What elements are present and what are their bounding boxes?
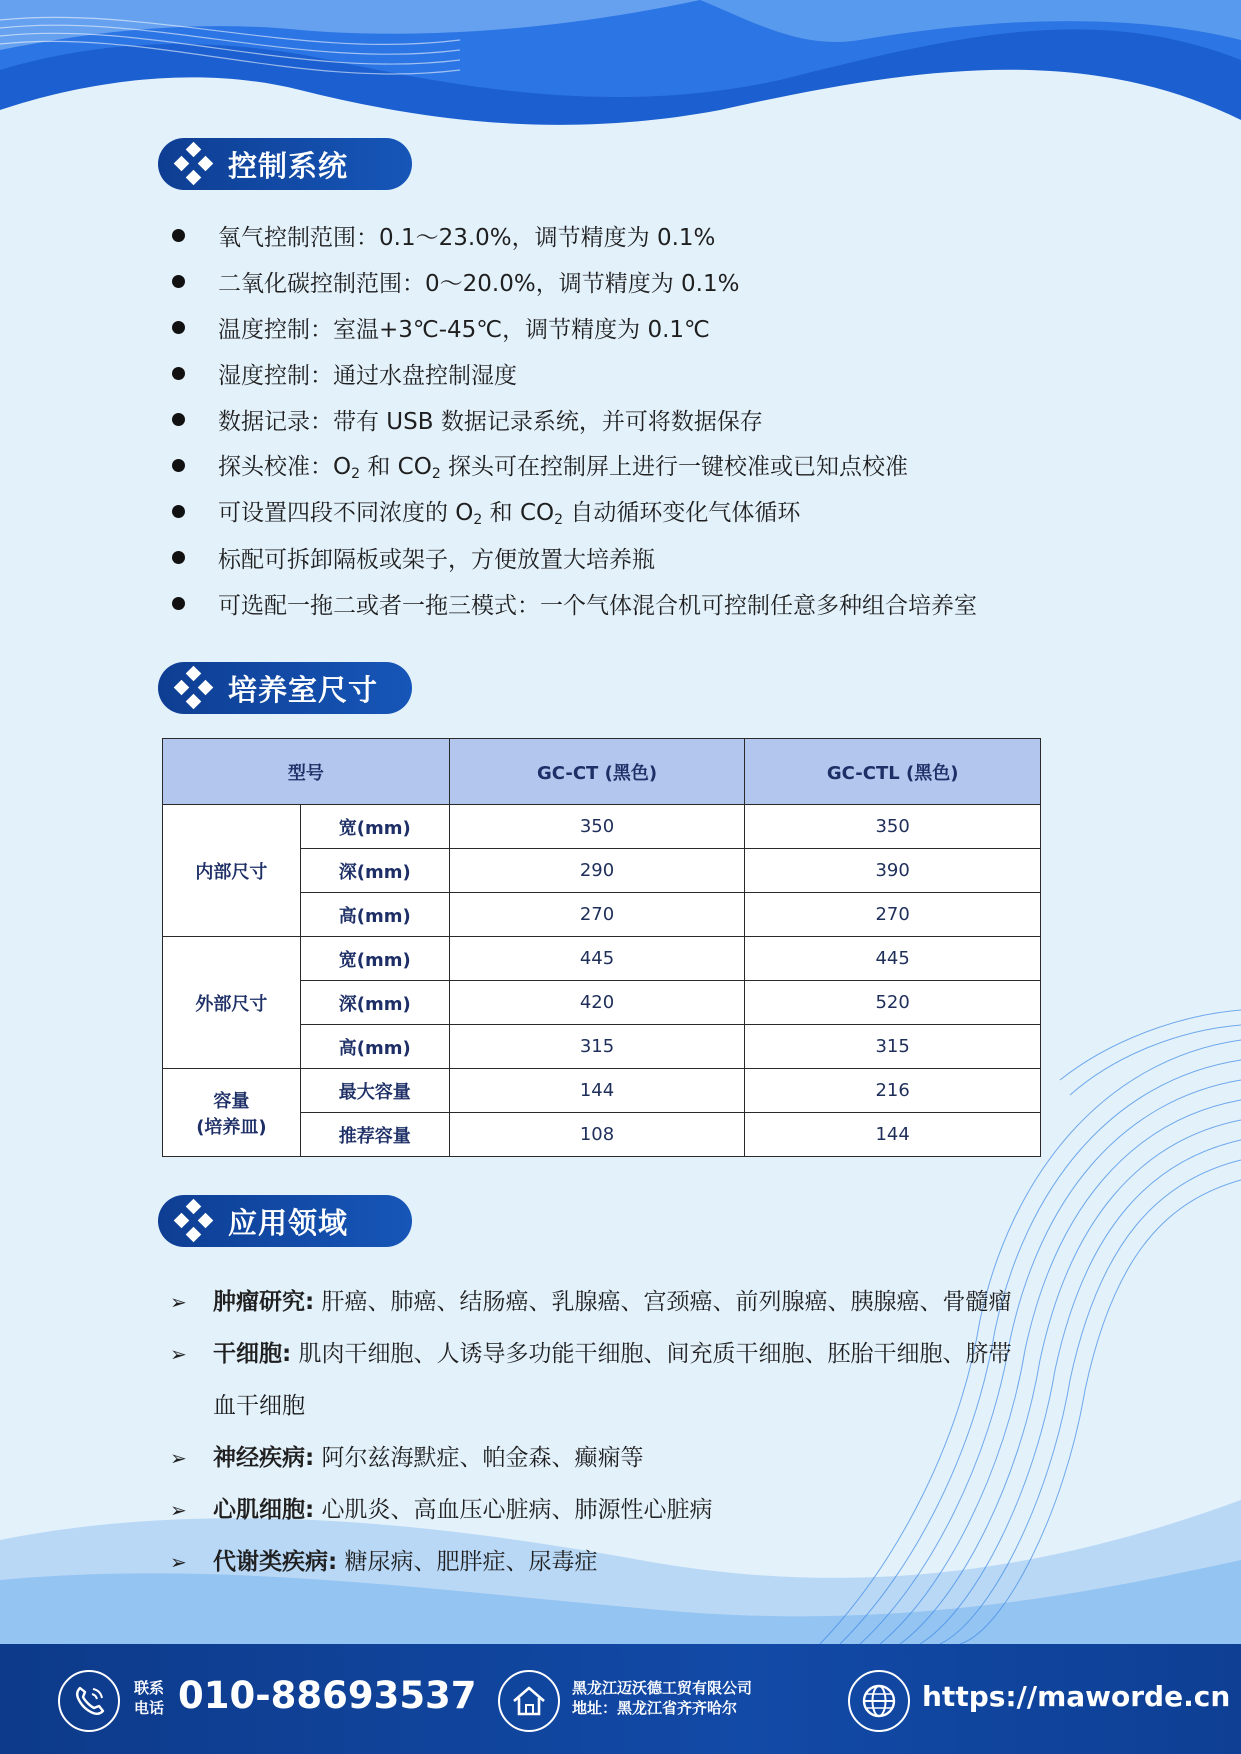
control-list	[172, 212, 1072, 626]
list-item: 可设置四段不同浓度的 $O_2$ 和 $CO_2$ 自动循环变化气体循环	[172, 488, 1072, 534]
arrow-bullet-icon: ➢	[170, 1290, 187, 1314]
cell-value: 445	[745, 937, 1041, 981]
globe-icon	[848, 1670, 910, 1732]
bullet-icon	[172, 551, 185, 564]
house-icon	[498, 1670, 560, 1732]
list-item: ➢ 代谢类疾病: 糖尿病、肥胖症、尿毒症	[170, 1536, 1090, 1588]
diamond-cluster-icon	[172, 666, 216, 710]
bullet-icon	[172, 505, 185, 518]
cell-value: 420	[449, 981, 745, 1025]
website-link[interactable]: https://maworde.cn	[922, 1680, 1231, 1713]
row-label: 深(mm)	[300, 981, 449, 1025]
list-item: 标配可拆卸隔板或架子，方便放置大培养瓶	[172, 534, 1072, 580]
bullet-icon	[172, 597, 185, 610]
application-list	[170, 1276, 1090, 1588]
list-item: ➢ 神经疾病: 阿尔兹海默症、帕金森、癫痫等	[170, 1432, 1090, 1484]
section-title: 培养室尺寸	[228, 672, 379, 707]
section-header-size	[158, 662, 412, 714]
section-header-control	[158, 138, 412, 190]
bullet-icon	[172, 459, 185, 472]
list-item: 可选配一拖二或者一拖三模式：一个气体混合机可控制任意多种组合培养室	[172, 580, 1072, 626]
table-header-row	[163, 739, 1041, 805]
bullet-icon	[172, 321, 185, 334]
section-header-apps	[158, 1195, 412, 1247]
cell-value: 390	[745, 849, 1041, 893]
section-title: 应用领域	[228, 1205, 349, 1240]
cell-value: 216	[745, 1069, 1041, 1113]
cell-value: 270	[745, 893, 1041, 937]
table-row	[163, 1069, 1041, 1113]
cell-value: 270	[449, 893, 745, 937]
diamond-cluster-icon	[172, 142, 216, 186]
list-item: 温度控制：室温+3℃-45℃，调节精度为 0.1℃	[172, 304, 1072, 350]
cell-value: 108	[449, 1113, 745, 1157]
list-item: 湿度控制：通过水盘控制湿度	[172, 350, 1072, 396]
bullet-icon	[172, 229, 185, 242]
list-item: 氧气控制范围：0.1～23.0%，调节精度为 0.1%	[172, 212, 1072, 258]
row-label: 高(mm)	[300, 893, 449, 937]
phone-icon	[58, 1670, 120, 1732]
list-item: 探头校准：$O_2$ 和 $CO_2$ 探头可在控制屏上进行一键校准或已知点校准	[172, 442, 1072, 488]
cell-value: 350	[745, 805, 1041, 849]
cell-value: 290	[449, 849, 745, 893]
header-gc-ctl: GC-CTL (黑色)	[745, 739, 1041, 805]
row-label: 高(mm)	[300, 1025, 449, 1069]
bullet-icon	[172, 367, 185, 380]
cell-value: 520	[745, 981, 1041, 1025]
table-row	[163, 937, 1041, 981]
diamond-cluster-icon	[172, 1199, 216, 1243]
row-label: 推荐容量	[300, 1113, 449, 1157]
contact-label: 联系 电话	[134, 1679, 165, 1717]
cell-value: 144	[449, 1069, 745, 1113]
bullet-icon	[172, 275, 185, 288]
cell-value: 315	[745, 1025, 1041, 1069]
group-label: 外部尺寸	[163, 937, 301, 1069]
list-item: 二氧化碳控制范围：0～20.0%，调节精度为 0.1%	[172, 258, 1072, 304]
company-info: 黑龙江迈沃德工贸有限公司 地址：黑龙江省齐齐哈尔	[572, 1679, 753, 1717]
arrow-bullet-icon: ➢	[170, 1342, 187, 1366]
row-label: 宽(mm)	[300, 937, 449, 981]
cell-value: 445	[449, 937, 745, 981]
row-label: 深(mm)	[300, 849, 449, 893]
header-gc-ct: GC-CT (黑色)	[449, 739, 745, 805]
group-label: 容量 (培养皿)	[163, 1069, 301, 1157]
list-item-continuation: 血干细胞	[213, 1393, 305, 1419]
row-label: 宽(mm)	[300, 805, 449, 849]
header-model: 型号	[163, 739, 450, 805]
row-label: 最大容量	[300, 1069, 449, 1113]
section-title: 控制系统	[228, 148, 349, 183]
table-row	[163, 805, 1041, 849]
list-item: ➢ 干细胞: 肌肉干细胞、人诱导多功能干细胞、间充质干细胞、胚胎干细胞、脐带	[170, 1328, 1090, 1380]
spec-table	[162, 738, 1041, 1157]
footer	[0, 1644, 1241, 1754]
group-label: 内部尺寸	[163, 805, 301, 937]
cell-value: 144	[745, 1113, 1041, 1157]
phone-number: 010-88693537	[178, 1674, 477, 1717]
cell-value: 315	[449, 1025, 745, 1069]
arrow-bullet-icon: ➢	[170, 1498, 187, 1522]
cell-value: 350	[449, 805, 745, 849]
list-item: 数据记录：带有 USB 数据记录系统，并可将数据保存	[172, 396, 1072, 442]
arrow-bullet-icon: ➢	[170, 1446, 187, 1470]
bullet-icon	[172, 413, 185, 426]
arrow-bullet-icon: ➢	[170, 1550, 187, 1574]
list-item: ➢ 肿瘤研究: 肝癌、肺癌、结肠癌、乳腺癌、宫颈癌、前列腺癌、胰腺癌、骨髓瘤	[170, 1276, 1090, 1328]
list-item: ➢ 心肌细胞: 心肌炎、高血压心脏病、肺源性心脏病	[170, 1484, 1090, 1536]
